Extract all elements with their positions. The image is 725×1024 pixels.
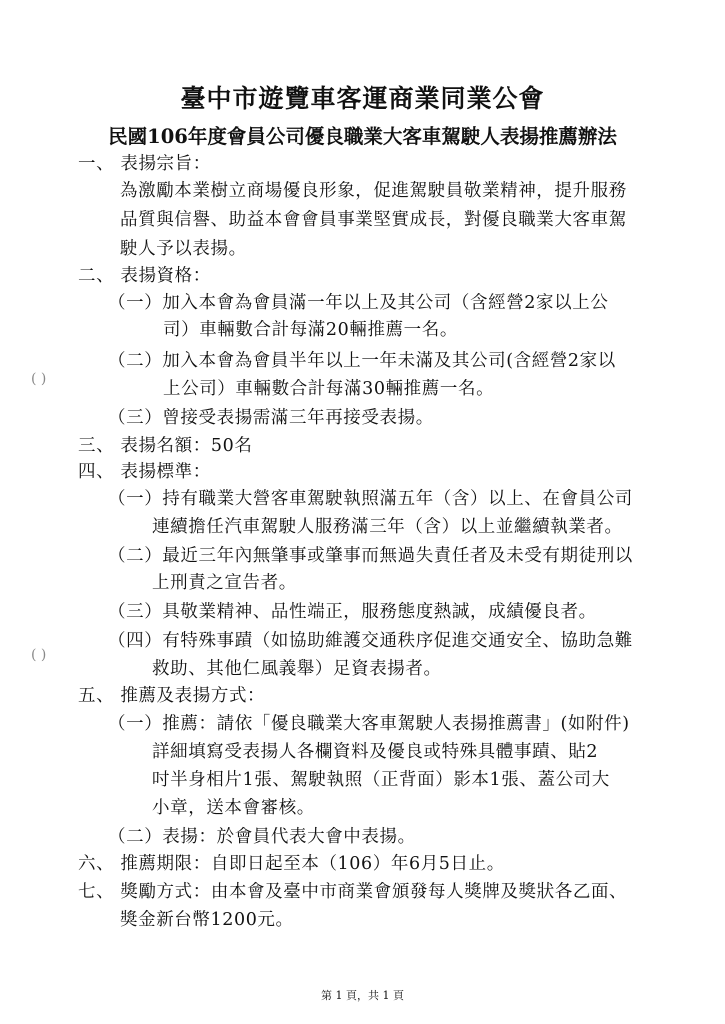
section-6-heading: 六、 推薦期限：自即日起至本（106）年6月5日止。 [78,854,505,874]
section-4-item-2: （二）最近三年內無肇事或肇事而無過失責任者及未受有期徒刑以 [108,546,633,566]
section-1-heading: 一、 表揚宗旨： [78,154,211,174]
section-2-item-3: （三）曾接受表揚需滿三年再接受表揚。 [108,408,434,428]
section-5-heading: 五、 推薦及表揚方式： [78,686,266,706]
section-4-item-1-cont: 連續擔任汽車駕駛人服務滿三年（含）以上並繼續執業者。 [152,517,623,537]
section-4-item-4-cont: 救助、其他仁風義舉）足資表揚者。 [152,659,442,679]
section-1-body-line: 駛人予以表揚。 [120,239,247,259]
section-5-item-1-cont: 吋半身相片1張、駕駛執照（正背面）影本1張、蓋公司大 [152,770,610,790]
section-7-heading: 七、 獎勵方式：由本會及臺中市商業會頒發每人獎牌及獎狀各乙面、 [78,882,628,902]
section-2-heading: 二、 表揚資格： [78,266,211,286]
page-number: 第 1 頁，共 1 頁 [321,989,404,1002]
section-1-body-line: 品質與信譽、助益本會會員事業堅實成長，對優良職業大客車駕 [120,210,627,230]
section-1-body-line: 為激勵本業樹立商場優良形象，促進駕駛員敬業精神，提升服務 [120,181,627,201]
section-3-heading: 三、 表揚名額：50名 [78,436,253,456]
section-2-item-1-cont: 司）車輛數合計每滿20輛推薦一名。 [163,320,458,340]
section-4-heading: 四、 表揚標準： [78,462,211,482]
section-4-item-3: （三）具敬業精神、品性端正，服務態度熱誠，成績優良者。 [108,602,597,622]
document-title: 臺中市遊覽車客運商業同業公會 [180,84,545,113]
section-2-item-2-cont: 上公司）車輛數合計每滿30輛推薦一名。 [163,379,495,399]
section-5-item-1-cont: 詳細填寫受表揚人各欄資料及優良或特殊具體事蹟、貼2 [152,742,599,762]
section-4-item-4: （四）有特殊事蹟（如協助維護交通秩序促進交通安全、協助急難 [108,631,633,651]
section-5-item-1-cont: 小章，送本會審核。 [152,798,315,818]
margin-mark: ( ) [31,371,47,387]
document-subtitle: 民國106年度會員公司優良職業大客車駕駛人表揚推薦辦法 [108,125,617,148]
margin-mark: ( ) [31,647,47,663]
section-4-item-2-cont: 上刑責之宣告者。 [152,573,297,593]
section-7-cont: 獎金新台幣1200元。 [120,910,294,930]
section-5-item-1: （一）推薦：請依「優良職業大客車駕駛人表揚推薦書」(如附件) [108,714,630,734]
section-2-item-1: （一）加入本會為會員滿一年以上及其公司（含經營2家以上公 [108,293,609,313]
section-2-item-2: （二）加入本會為會員半年以上一年未滿及其公司(含經營2家以 [108,351,616,371]
section-5-item-2: （二）表揚：於會員代表大會中表揚。 [108,827,416,847]
section-4-item-1: （一）持有職業大營客車駕駛執照滿五年（含）以上、在會員公司 [108,489,633,509]
